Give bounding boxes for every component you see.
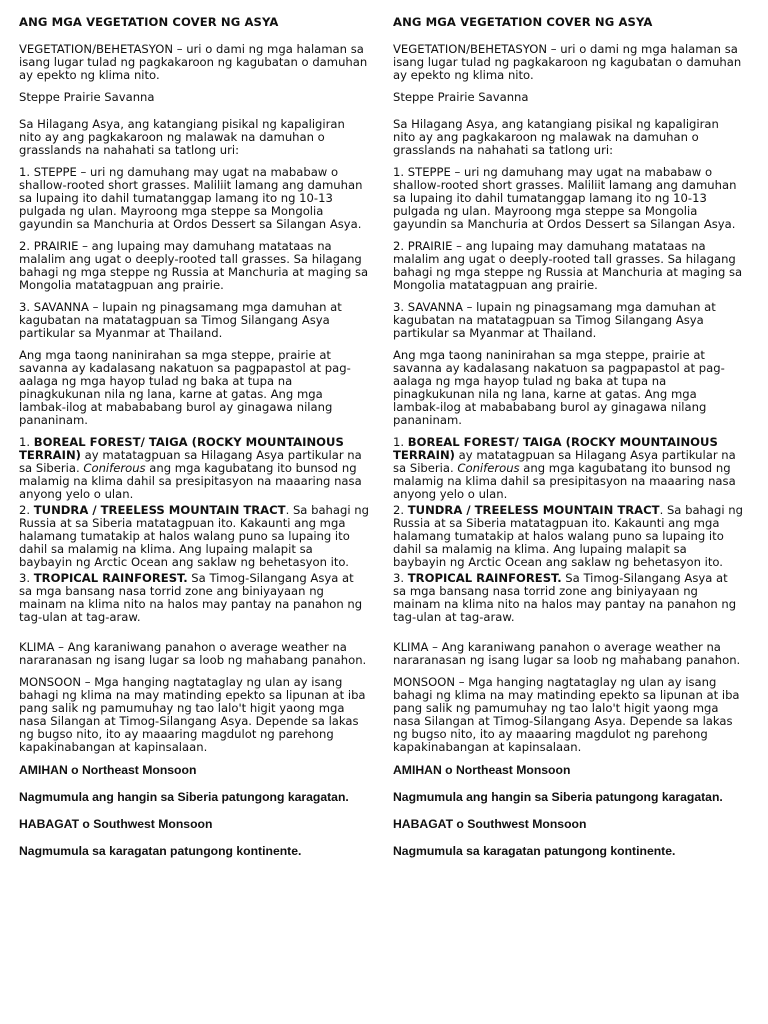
- steppe-paragraph: 1. STEPPE – uri ng damuhang may ugat na mababaw o shallow-rooted short grasses. Maliliit lamang ang damuhan sa lupaing ito dahil tumatanggap lamang ito ng 10-13 pulgada ng ulan. Mayroong mga steppe sa Mongolia gayundin sa Manchuria at Ordos Dessert sa Silangan Asya.: [393, 165, 737, 231]
- amihan-description: Nagmumula ang hangin sa Siberia patungong karagatan.: [393, 790, 723, 804]
- tundra-number: 2.: [393, 503, 408, 517]
- north-asia-paragraph: Sa Hilagang Asya, ang katangiang pisikal ng kapaligiran nito ay ang pagkakaroon ng malawak na damuhan o grasslands na nahahati sa tatlong uri:: [19, 117, 345, 157]
- boreal-text-2: ang mga kagubatang ito bunsod ng malamig na klima dahil sa presipitasyon na maaaring nasa anyong yelo o ulan.: [19, 461, 362, 501]
- amihan-heading: AMIHAN o Northeast Monsoon: [393, 763, 571, 777]
- tropical-text: Sa Timog-Silangang Asya at sa mga bansang nasa torrid zone ang biniyayaan ng mainam na klima nito na halos may pantay na panahon ng tag-ulan at tag-araw.: [393, 571, 737, 624]
- tundra-heading: TUNDRA / TREELESS MOUNTAIN TRACT: [407, 503, 660, 517]
- boreal-text-1: ay matatagpuan sa Hilagang Asya partikular na sa Siberia.: [393, 448, 736, 475]
- document-title: ANG MGA VEGETATION COVER NG ASYA: [19, 15, 279, 29]
- tundra-number: 2.: [19, 503, 34, 517]
- tropical-rainforest-paragraph: [19, 572, 369, 624]
- tropical-text: Sa Timog-Silangang Asya at sa mga bansang nasa torrid zone ang biniyayaan ng mainam na klima nito na halos may pantay na panahon ng tag-ulan at tag-araw.: [19, 571, 363, 624]
- vegetation-definition: VEGETATION/BEHETASYON – uri o dami ng mga halaman sa isang lugar tulad ng pagkakaroon ng kagubatan o damuhan ay epekto ng klima nito.: [19, 42, 368, 82]
- monsoon-paragraph: MONSOON – Mga hanging nagtataglay ng ulan ay isang bahagi ng klima na may matinding epekto sa lipunan at iba pang salik ng pamumuhay ng tao lalo't higit yaong mga nasa Silangan at Timog-Silangang Asya. Depende sa lakas ng bugso nito, ito ay maaaring magdulot ng parehong kapakinabangan at kapinsalaan.: [19, 675, 366, 754]
- amihan-description: Nagmumula ang hangin sa Siberia patungong karagatan.: [19, 790, 349, 804]
- boreal-text-1: ay matatagpuan sa Hilagang Asya partikular na sa Siberia.: [19, 448, 362, 475]
- boreal-text-2: ang mga kagubatang ito bunsod ng malamig na klima dahil sa presipitasyon na maaaring nasa anyong yelo o ulan.: [393, 461, 736, 501]
- savanna-paragraph: 3. SAVANNA – lupain ng pinagsamang mga damuhan at kagubatan na matatagpuan sa Timog Silangang Asya partikular sa Myanmar at Thailand.: [393, 300, 716, 340]
- klima-paragraph: KLIMA – Ang karaniwang panahon o average weather na nararanasan ng isang lugar sa loob ng mahabang panahon.: [393, 640, 741, 667]
- tundra-paragraph: [19, 504, 369, 569]
- tundra-paragraph: [393, 504, 743, 569]
- steppe-paragraph: 1. STEPPE – uri ng damuhang may ugat na mababaw o shallow-rooted short grasses. Maliliit lamang ang damuhan sa lupaing ito dahil tumatanggap lamang ito ng 10-13 pulgada ng ulan. Mayroong mga steppe sa Mongolia gayundin sa Manchuria at Ordos Dessert sa Silangan Asya.: [19, 165, 363, 231]
- boreal-forest-paragraph: [19, 436, 369, 501]
- boreal-forest-paragraph: [393, 436, 743, 501]
- vegetation-definition: VEGETATION/BEHETASYON – uri o dami ng mga halaman sa isang lugar tulad ng pagkakaroon ng kagubatan o damuhan ay epekto ng klima nito.: [393, 42, 742, 82]
- klima-paragraph: KLIMA – Ang karaniwang panahon o average weather na nararanasan ng isang lugar sa loob ng mahabang panahon.: [19, 640, 367, 667]
- tropical-heading: TROPICAL RAINFOREST.: [407, 571, 562, 585]
- left-column: [19, 12, 369, 871]
- tundra-text: . Sa bahagi ng Russia at sa Siberia matatagpuan ito. Kakaunti ang mga halamang tumatakip at halos walang puno sa lupaing ito dahil sa malamig na klima. Ang lupaing malapit sa baybayin ng Arctic Ocean ang saklaw ng behetasyon ito.: [19, 503, 369, 569]
- inhabitants-paragraph: Ang mga taong naninirahan sa mga steppe, prairie at savanna ay kadalasang nakatuon sa pagpapastol at pag-aalaga ng mga hayop tulad ng baka at tupa na pinagkukunan nila ng lana, karne at gatas. Ang mga lambak-ilog at mabababang burol ay ginagawa nilang pananinam.: [19, 348, 351, 427]
- amihan-heading: AMIHAN o Northeast Monsoon: [19, 763, 197, 777]
- right-column: [393, 12, 743, 871]
- monsoon-paragraph: MONSOON – Mga hanging nagtataglay ng ulan ay isang bahagi ng klima na may matinding epekto sa lipunan at iba pang salik ng pamumuhay ng tao lalo't higit yaong mga nasa Silangan at Timog-Silangang Asya. Depende sa lakas ng bugso nito, ito ay maaaring magdulot ng parehong kapakinabangan at kapinsalaan.: [393, 675, 740, 754]
- habagat-heading: HABAGAT o Southwest Monsoon: [393, 817, 587, 831]
- tropical-number: 3.: [393, 571, 408, 585]
- savanna-paragraph: 3. SAVANNA – lupain ng pinagsamang mga damuhan at kagubatan na matatagpuan sa Timog Silangang Asya partikular sa Myanmar at Thailand.: [19, 300, 342, 340]
- habagat-description: Nagmumula sa karagatan patungong kontinente.: [19, 844, 302, 858]
- vegetation-types-line: Steppe Prairie Savanna: [393, 90, 529, 104]
- inhabitants-paragraph: Ang mga taong naninirahan sa mga steppe, prairie at savanna ay kadalasang nakatuon sa pagpapastol at pag-aalaga ng mga hayop tulad ng baka at tupa na pinagkukunan nila ng lana, karne at gatas. Ang mga lambak-ilog at mabababang burol ay ginagawa nilang pananinam.: [393, 348, 725, 427]
- north-asia-paragraph: Sa Hilagang Asya, ang katangiang pisikal ng kapaligiran nito ay ang pagkakaroon ng malawak na damuhan o grasslands na nahahati sa tatlong uri:: [393, 117, 719, 157]
- document-title: ANG MGA VEGETATION COVER NG ASYA: [393, 15, 653, 29]
- boreal-italic: Coniferous: [457, 461, 520, 475]
- boreal-number: 1.: [393, 435, 408, 449]
- tropical-rainforest-paragraph: [393, 572, 743, 624]
- boreal-heading: BOREAL FOREST/ TAIGA (ROCKY MOUNTAINOUS TERRAIN): [19, 435, 344, 462]
- vegetation-types-line: Steppe Prairie Savanna: [19, 90, 155, 104]
- habagat-heading: HABAGAT o Southwest Monsoon: [19, 817, 213, 831]
- prairie-paragraph: 2. PRAIRIE – ang lupaing may damuhang matataas na malalim ang ugat o deeply-rooted tall grasses. Sa hilagang bahagi ng mga steppe ng Russia at Manchuria at maging sa Mongolia matatagpuan ang prairie.: [393, 239, 743, 292]
- boreal-italic: Coniferous: [83, 461, 146, 475]
- tropical-number: 3.: [19, 571, 34, 585]
- boreal-number: 1.: [19, 435, 34, 449]
- prairie-paragraph: 2. PRAIRIE – ang lupaing may damuhang matataas na malalim ang ugat o deeply-rooted tall grasses. Sa hilagang bahagi ng mga steppe ng Russia at Manchuria at maging sa Mongolia matatagpuan ang prairie.: [19, 239, 369, 292]
- tundra-heading: TUNDRA / TREELESS MOUNTAIN TRACT: [33, 503, 286, 517]
- tropical-heading: TROPICAL RAINFOREST.: [33, 571, 188, 585]
- tundra-text: . Sa bahagi ng Russia at sa Siberia matatagpuan ito. Kakaunti ang mga halamang tumatakip at halos walang puno sa lupaing ito dahil sa malamig na klima. Ang lupaing malapit sa baybayin ng Arctic Ocean ang saklaw ng behetasyon ito.: [393, 503, 743, 569]
- habagat-description: Nagmumula sa karagatan patungong kontinente.: [393, 844, 676, 858]
- boreal-heading: BOREAL FOREST/ TAIGA (ROCKY MOUNTAINOUS TERRAIN): [393, 435, 718, 462]
